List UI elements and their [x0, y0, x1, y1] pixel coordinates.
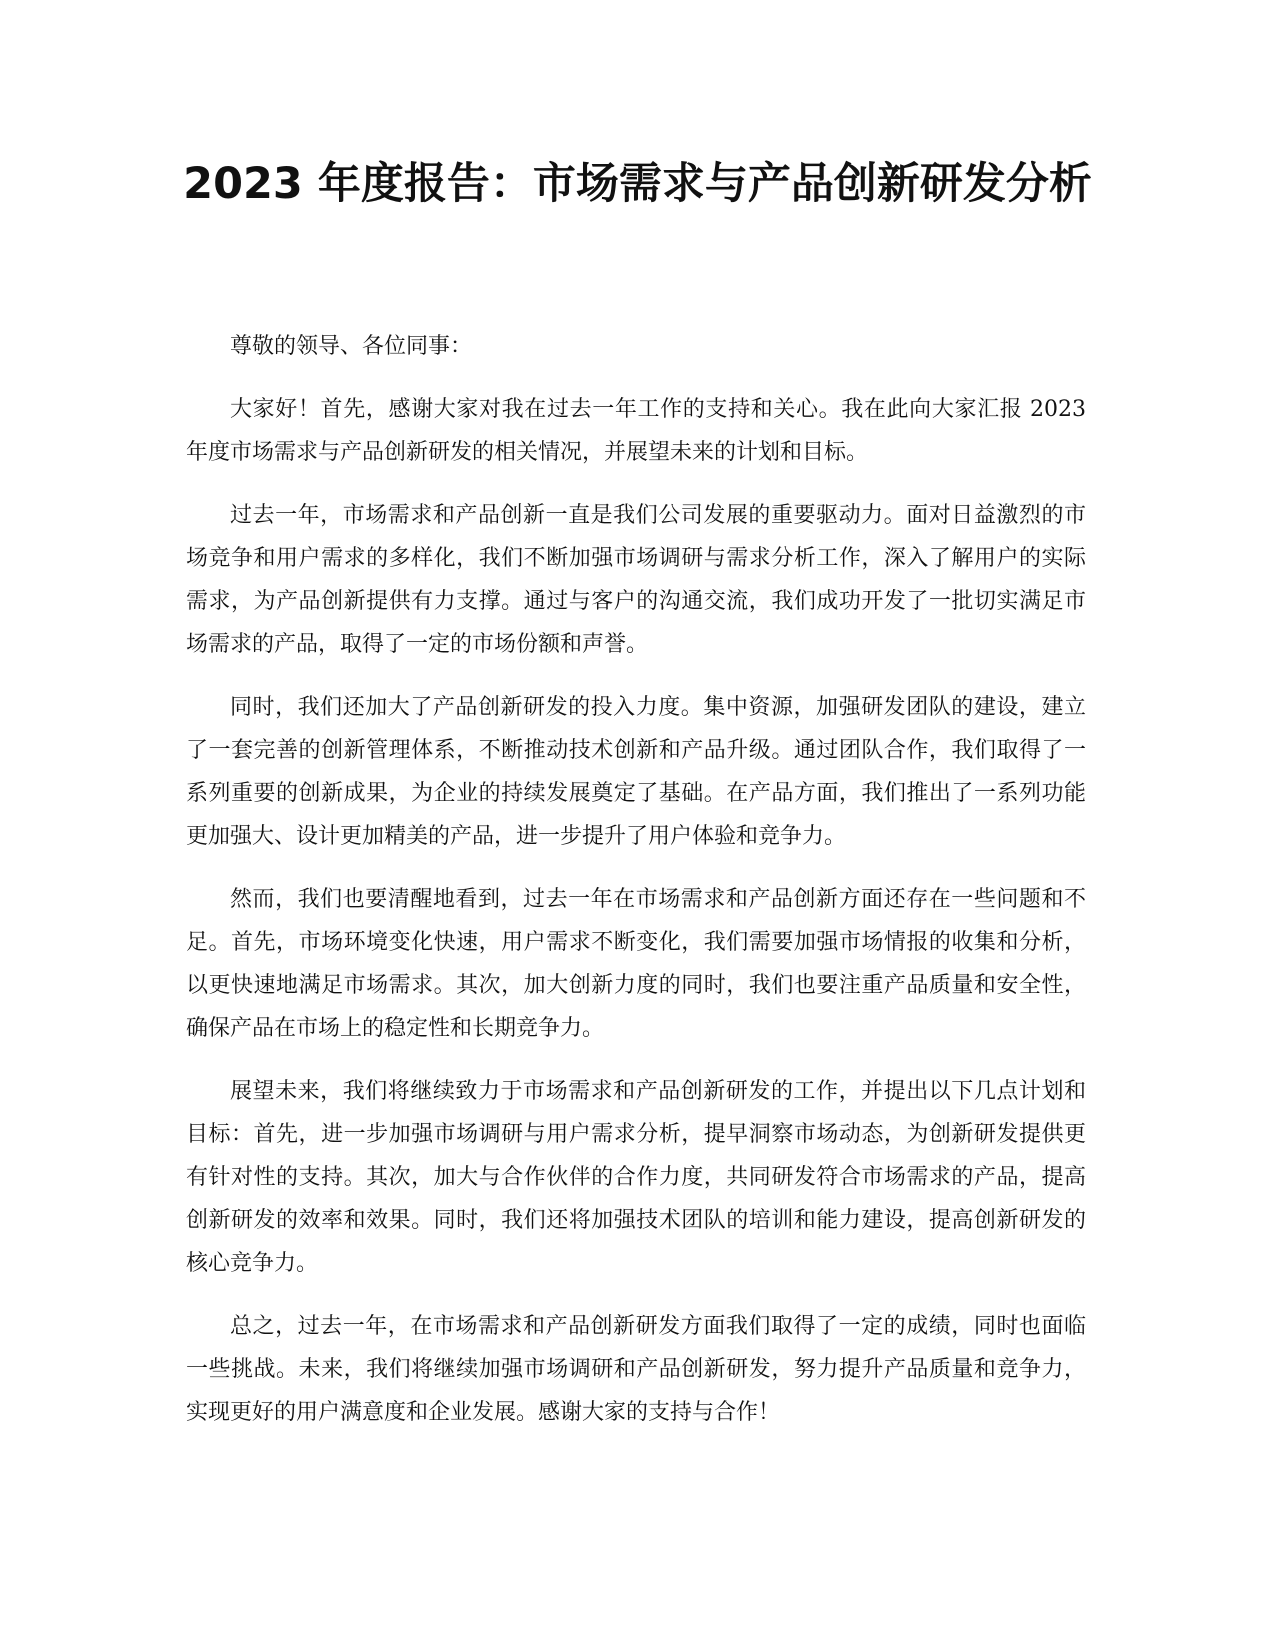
paragraph-greeting: 大家好！首先，感谢大家对我在过去一年工作的支持和关心。我在此向大家汇报 2023 年度市场需求与产品创新研发的相关情况，并展望未来的计划和目标。	[186, 397, 1086, 465]
paragraph-problems: 然而，我们也要清醒地看到，过去一年在市场需求和产品创新方面还存在一些问题和不足。首先，市场环境变化快速，用户需求不断变化，我们需要加强市场情报的收集和分析，以更快速地满足市场需求。其次，加大创新力度的同时，我们也要注重产品质量和安全性，确保产品在市场上的稳定性和长期竞争力。	[186, 887, 1086, 1041]
document-body	[186, 325, 1086, 1454]
document-title: 2023 年度报告：市场需求与产品创新研发分析	[183, 159, 1092, 209]
paragraph-outlook: 展望未来，我们将继续致力于市场需求和产品创新研发的工作，并提出以下几点计划和目标：首先，进一步加强市场调研与用户需求分析，提早洞察市场动态，为创新研发提供更有针对性的支持。其次，加大与合作伙伴的合作力度，共同研发符合市场需求的产品，提高创新研发的效率和效果。同时，我们还将加强技术团队的培训和能力建设，提高创新研发的核心竞争力。	[186, 1079, 1086, 1276]
paragraph-conclusion: 总之，过去一年，在市场需求和产品创新研发方面我们取得了一定的成绩，同时也面临一些挑战。未来，我们将继续加强市场调研和产品创新研发，努力提升产品质量和竞争力，实现更好的用户满意度和企业发展。感谢大家的支持与合作！	[186, 1314, 1086, 1425]
paragraph-rd-investment: 同时，我们还加大了产品创新研发的投入力度。集中资源，加强研发团队的建设，建立了一套完善的创新管理体系，不断推动技术创新和产品升级。通过团队合作，我们取得了一系列重要的创新成果，为企业的持续发展奠定了基础。在产品方面，我们推出了一系列功能更加强大、设计更加精美的产品，进一步提升了用户体验和竞争力。	[186, 695, 1086, 849]
salutation: 尊敬的领导、各位同事：	[230, 334, 473, 359]
paragraph-market-demand: 过去一年，市场需求和产品创新一直是我们公司发展的重要驱动力。面对日益激烈的市场竞争和用户需求的多样化，我们不断加强市场调研与需求分析工作，深入了解用户的实际需求，为产品创新提供有力支撑。通过与客户的沟通交流，我们成功开发了一批切实满足市场需求的产品，取得了一定的市场份额和声誉。	[186, 503, 1086, 657]
